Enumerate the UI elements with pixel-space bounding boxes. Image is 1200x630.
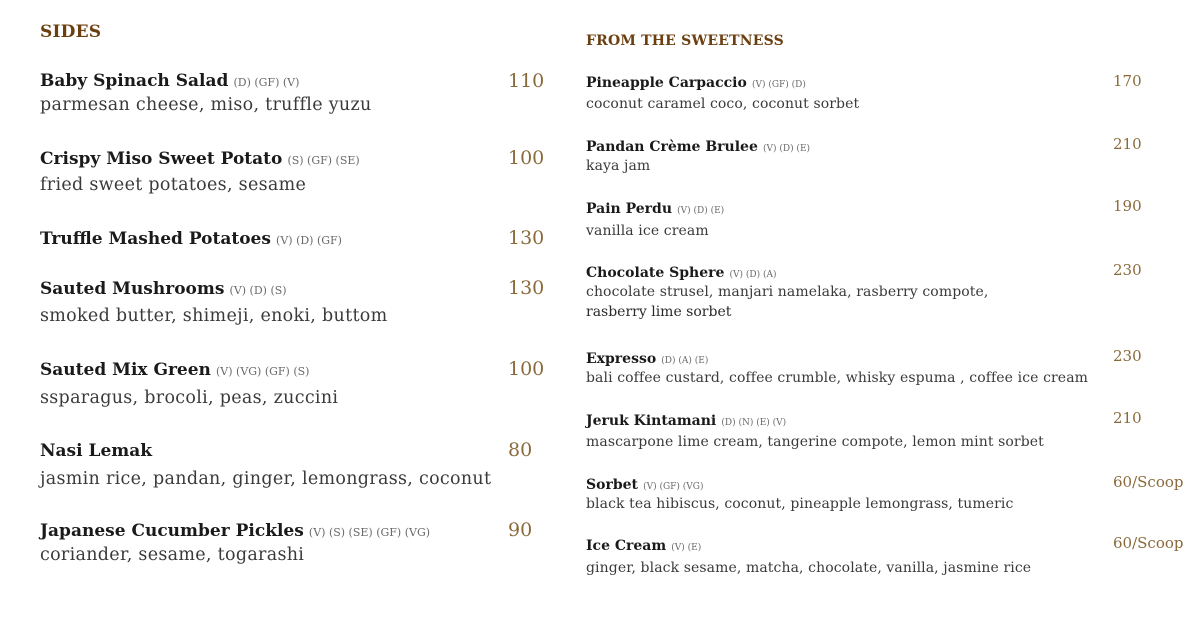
- menu-item: [40, 441, 491, 489]
- item-price: 230: [1113, 261, 1142, 279]
- item-description: mascarpone lime cream, tangerine compote, lemon mint sorbet: [586, 434, 1044, 450]
- item-name: Pineapple Carpaccio: [586, 75, 747, 91]
- menu-item: [40, 521, 430, 565]
- item-price: 60/Scoop: [1113, 473, 1184, 491]
- item-tags: (V) (D) (GF): [276, 234, 342, 247]
- item-description: black tea hibiscus, coconut, pineapple lemongrass, tumeric: [586, 496, 1014, 512]
- menu-item: [586, 535, 1031, 576]
- item-name: Jeruk Kintamani: [586, 413, 717, 429]
- menu-item: [40, 149, 360, 195]
- item-tags: (V) (D) (E): [762, 144, 811, 154]
- item-tags: (V) (VG) (GF) (S): [216, 365, 310, 378]
- item-name: Sauted Mix Green: [40, 360, 211, 380]
- item-name: Baby Spinach Salad: [40, 71, 229, 91]
- item-name: Pandan Crème Brulee: [586, 139, 758, 155]
- item-tags: (V) (D) (A): [729, 270, 777, 280]
- menu-item: [586, 72, 859, 112]
- item-name: Expresso: [586, 351, 657, 367]
- item-tags: (V) (E): [671, 543, 702, 553]
- item-price: 210: [1113, 409, 1142, 427]
- item-description: parmesan cheese, miso, truffle yuzu: [40, 95, 372, 115]
- item-price: 190: [1113, 197, 1142, 215]
- item-tags: (V) (D) (E): [677, 206, 725, 216]
- item-price: 80: [508, 439, 533, 461]
- item-name: Ice Cream: [586, 538, 667, 554]
- item-tags: (V) (D) (S): [229, 284, 287, 297]
- menu-item: [586, 262, 988, 320]
- item-description: smoked butter, shimeji, enoki, buttom: [40, 306, 388, 326]
- item-price: 60/Scoop: [1113, 534, 1184, 552]
- item-name: Chocolate Sphere: [586, 265, 725, 281]
- item-description: fried sweet potatoes, sesame: [40, 175, 307, 195]
- item-price: 230: [1113, 347, 1142, 365]
- menu-item: [586, 136, 810, 174]
- item-price: 130: [508, 227, 545, 249]
- item-price: 210: [1113, 135, 1142, 153]
- item-price: 100: [508, 147, 545, 169]
- item-price: 100: [508, 358, 545, 380]
- item-name: Crispy Miso Sweet Potato: [40, 149, 283, 169]
- item-price: 90: [508, 519, 533, 541]
- menu-item: [586, 474, 1013, 512]
- item-price: 170: [1113, 72, 1142, 90]
- item-description: kaya jam: [586, 158, 651, 174]
- item-tags: (D) (N) (E) (V): [721, 418, 787, 428]
- menu-item: [586, 198, 724, 239]
- item-tags: (V) (GF) (VG): [643, 482, 704, 492]
- item-price: 130: [508, 277, 545, 299]
- menu-item: [40, 279, 388, 326]
- item-description: ssparagus, brocoli, peas, zuccini: [40, 388, 339, 408]
- menu-item: [586, 348, 1088, 386]
- item-name: Japanese Cucumber Pickles: [40, 521, 304, 541]
- item-tags: (V) (GF) (D): [751, 80, 806, 90]
- item-description: coriander, sesame, togarashi: [40, 545, 305, 565]
- item-name: Sauted Mushrooms: [40, 279, 225, 299]
- item-tags: (V) (S) (SE) (GF) (VG): [308, 526, 431, 539]
- item-tags: (D) (A) (E): [661, 356, 709, 366]
- item-description: ginger, black sesame, matcha, chocolate, vanilla, jasmine rice: [586, 560, 1032, 576]
- item-description: coconut caramel coco, coconut sorbet: [586, 96, 860, 112]
- item-tags: (D) (GF) (V): [233, 76, 300, 89]
- item-tags: (S) (GF) (SE): [287, 154, 360, 167]
- section-title-sides: SIDES: [40, 22, 102, 42]
- item-description: chocolate strusel, manjari namelaka, rasberry compote,: [586, 284, 989, 300]
- section-title-sweetness: FROM THE SWEETNESS: [586, 33, 784, 49]
- item-price: 110: [508, 70, 545, 92]
- item-name: Truffle Mashed Potatoes: [40, 229, 271, 249]
- item-name: Nasi Lemak: [40, 441, 153, 461]
- item-description: jasmin rice, pandan, ginger, lemongrass, coconut: [40, 469, 492, 489]
- item-name: Pain Perdu: [586, 201, 672, 217]
- menu-item: [40, 360, 338, 408]
- item-description-line2: rasberry lime sorbet: [586, 304, 732, 320]
- item-name: Sorbet: [586, 477, 638, 493]
- item-description: bali coffee custard, coffee crumble, whisky espuma , coffee ice cream: [586, 370, 1089, 386]
- item-description: vanilla ice cream: [586, 223, 709, 239]
- menu-item: [40, 71, 372, 115]
- menu-item: [40, 229, 342, 249]
- menu-item: [586, 410, 1044, 450]
